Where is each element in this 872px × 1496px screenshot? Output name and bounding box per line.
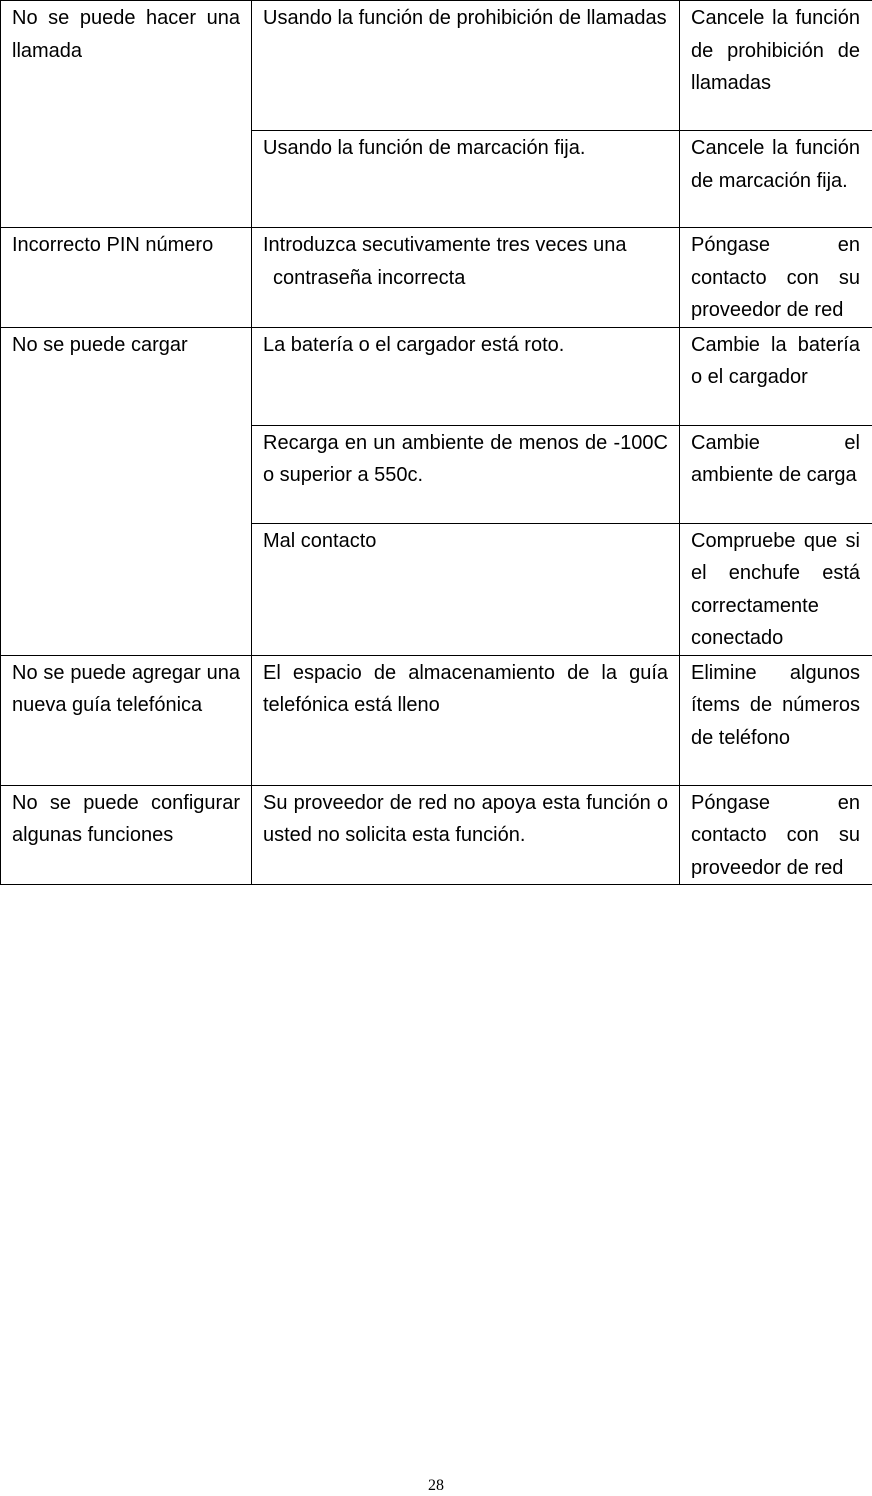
cause-cell — [252, 228, 680, 328]
solution-cell: Póngase en contacto con su proveedor de red — [680, 785, 872, 885]
cause-line: Introduzca secutivamente tres veces una — [263, 229, 668, 262]
solution-cell: Cambie la batería o el cargador — [680, 327, 872, 425]
cause-cell: Su proveedor de red no apoya esta función o usted no solicita esta función. — [252, 785, 680, 885]
solution-cell: Cancele la función de marcación fija. — [680, 131, 872, 228]
table-row — [1, 228, 872, 328]
problem-cell: No se puede cargar — [1, 327, 252, 655]
cause-cell: La batería o el cargador está roto. — [252, 327, 680, 425]
page-number: 28 — [0, 1476, 872, 1496]
solution-cell: Cambie el ambiente de carga — [680, 425, 872, 523]
table-row — [1, 327, 872, 425]
cause-line: contraseña incorrecta — [263, 262, 668, 295]
cause-cell: El espacio de almacenamiento de la guía telefónica está lleno — [252, 655, 680, 785]
table-row — [1, 655, 872, 785]
solution-cell: Elimine algunos ítems de números de teléfono — [680, 655, 872, 785]
solution-cell: Póngase en contacto con su proveedor de red — [680, 228, 872, 328]
cause-cell: Recarga en un ambiente de menos de -100C o superior a 550c. — [252, 425, 680, 523]
table-row — [1, 1, 872, 131]
table-row — [1, 785, 872, 885]
problem-cell: No se puede hacer una llamada — [1, 1, 252, 228]
problem-cell: No se puede configurar algunas funciones — [1, 785, 252, 885]
cause-cell: Usando la función de prohibición de llamadas — [252, 1, 680, 131]
problem-cell: Incorrecto PIN número — [1, 228, 252, 328]
problem-cell: No se puede agregar una nueva guía telefónica — [1, 655, 252, 785]
cause-cell: Usando la función de marcación fija. — [252, 131, 680, 228]
solution-cell: Compruebe que si el enchufe está correctamente conectado — [680, 523, 872, 655]
solution-cell: Cancele la función de prohibición de llamadas — [680, 1, 872, 131]
cause-cell: Mal contacto — [252, 523, 680, 655]
